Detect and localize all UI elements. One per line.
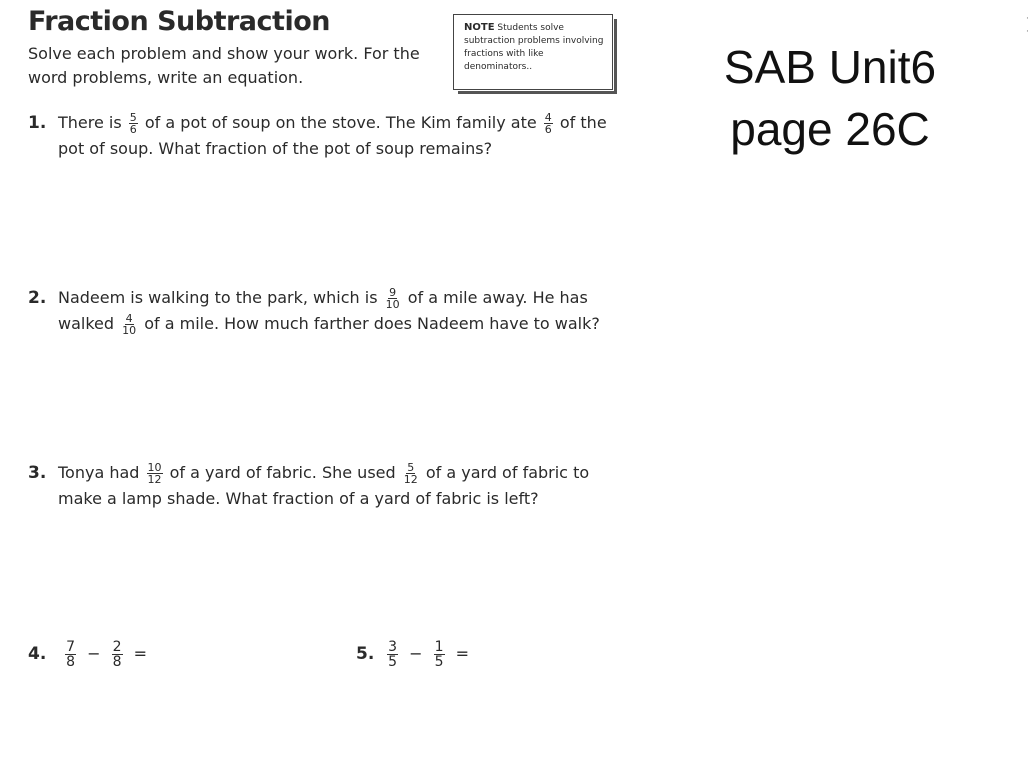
fraction-numerator: 7 <box>66 639 76 655</box>
problem-text: of a mile. How much farther does Nadeem have to walk? <box>144 314 600 333</box>
fraction-denominator: 10 <box>122 324 137 337</box>
problem-text: of the <box>559 113 607 132</box>
problem-3 <box>28 460 628 512</box>
fraction-numerator: 5 <box>407 461 415 474</box>
equals-sign: = <box>133 644 148 663</box>
problem-number: 2. <box>28 288 47 308</box>
fraction <box>129 112 138 135</box>
problem-4 <box>28 640 328 669</box>
fraction <box>385 287 401 310</box>
fraction <box>403 462 419 485</box>
fraction <box>544 112 553 135</box>
problem-text: Nadeem is walking to the park, which is <box>58 288 378 307</box>
fraction <box>112 640 123 669</box>
fraction-denominator: 6 <box>544 123 552 136</box>
problem-number: 4. <box>28 644 47 664</box>
fraction-numerator: 5 <box>129 111 137 124</box>
fraction-numerator: 10 <box>147 461 162 474</box>
problem-text: of a yard of fabric to <box>425 463 590 482</box>
fraction-denominator: 5 <box>388 654 398 670</box>
fraction <box>434 640 445 669</box>
problem-text: walked <box>58 314 115 333</box>
fraction-denominator: 8 <box>66 654 76 670</box>
equals-sign: = <box>455 644 470 663</box>
slide-title-line-1: SAB Unit6 <box>723 41 937 93</box>
fraction <box>387 640 398 669</box>
fraction <box>65 640 76 669</box>
minus-sign: − <box>409 644 423 663</box>
problem-text: pot of soup. What fraction of the pot of soup remains? <box>58 139 493 158</box>
note-label: NOTE <box>464 22 495 33</box>
fraction <box>147 462 163 485</box>
problem-text: of a mile away. He has <box>407 288 588 307</box>
fraction <box>121 313 137 336</box>
problem-text: make a lamp shade. What fraction of a yard of fabric is left? <box>58 489 539 508</box>
problem-number: 3. <box>28 463 47 483</box>
fraction-numerator: 4 <box>125 312 133 325</box>
fraction-denominator: 5 <box>434 654 444 670</box>
fraction-numerator: 1 <box>434 639 444 655</box>
problem-text: Tonya had <box>58 463 140 482</box>
fraction-numerator: 3 <box>388 639 398 655</box>
instructions-text: Solve each problem and show your work. For the word problems, write an equation. <box>28 44 420 87</box>
problem-5 <box>356 640 656 669</box>
problem-2 <box>28 285 628 337</box>
worksheet-title: Fraction Subtraction <box>28 6 330 37</box>
problem-text: of a yard of fabric. She used <box>169 463 396 482</box>
problem-1 <box>28 110 628 162</box>
note-text: Students solve subtraction problems involving fractions with like denominators.. <box>464 23 604 72</box>
corner-tick-mark: · · <box>1026 14 1029 37</box>
fraction-denominator: 6 <box>129 123 137 136</box>
fraction-numerator: 4 <box>544 111 552 124</box>
minus-sign: − <box>87 644 101 663</box>
problem-text: There is <box>58 113 122 132</box>
problem-number: 5. <box>356 644 375 664</box>
slide-title-line-2: page 26C <box>730 103 930 155</box>
slide-title <box>690 36 970 160</box>
fraction-numerator: 9 <box>389 286 397 299</box>
fraction-denominator: 10 <box>385 298 400 311</box>
fraction-denominator: 8 <box>112 654 122 670</box>
fraction-denominator: 12 <box>403 473 418 486</box>
fraction-denominator: 12 <box>147 473 162 486</box>
problem-number: 1. <box>28 113 47 133</box>
problem-text: of a pot of soup on the stove. The Kim family ate <box>144 113 537 132</box>
fraction-numerator: 2 <box>112 639 122 655</box>
